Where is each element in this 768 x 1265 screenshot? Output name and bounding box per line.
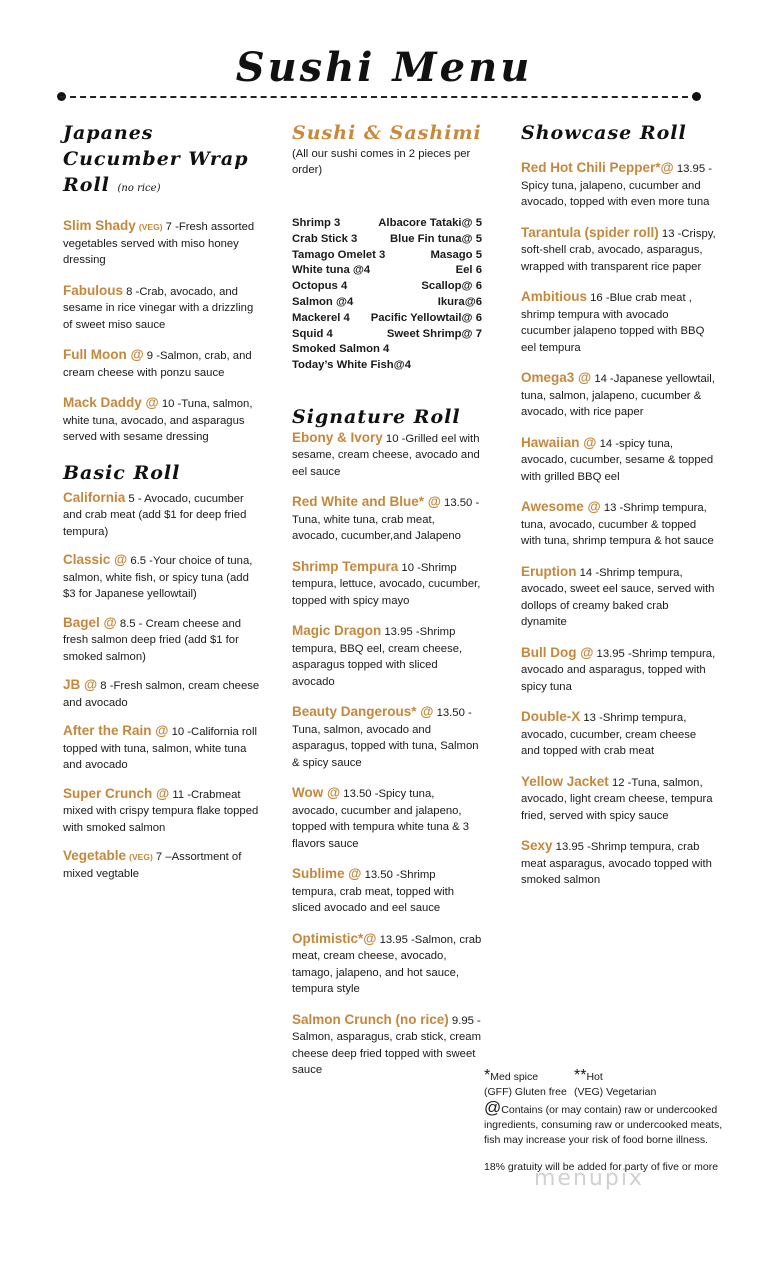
item-name: Optimistic*@ <box>292 930 377 946</box>
sashimi-item: Masago 5 <box>430 248 482 261</box>
gluten-free-label: (GFF) Gluten free <box>484 1086 567 1098</box>
item-name: Tarantula (spider roll) <box>521 224 659 240</box>
sashimi-item: Mackerel 4 <box>292 311 350 324</box>
item-name: JB @ <box>63 677 98 692</box>
column-right <box>521 120 716 903</box>
cucumber-items <box>63 218 263 446</box>
item-name: Omega3 @ <box>521 370 592 385</box>
item-description: 14 -Japanese yellowtail, tuna, salmon, jalapeno, cucumber & avocado, with rice paper <box>521 373 715 418</box>
item-description: 9 -Salmon, crab, and cream cheese with ponzu sauce <box>63 350 252 379</box>
sashimi-item: Tamago Omelet 3 <box>292 248 386 261</box>
menu-item <box>63 615 263 666</box>
menu-item <box>292 931 482 998</box>
item-description: 14 -spicy tuna, avocado, cucumber, sesame & topped with grilled BBQ eel <box>521 437 714 483</box>
item-description: 10 -Shrimp tempura, lettuce, avocado, cucumber, topped with spicy mayo <box>292 561 481 607</box>
sashimi-row <box>292 279 482 295</box>
menu-item <box>292 430 482 481</box>
menu-item <box>521 160 716 211</box>
menu-item <box>521 774 716 825</box>
menu-item <box>521 289 716 356</box>
menu-item <box>63 552 263 603</box>
sashimi-item: Shrimp 3 <box>292 217 341 229</box>
item-description: 13.50 -Tuna, salmon, avocado and asparagus, topped with tuna, Salmon & spicy sauce <box>292 707 479 769</box>
item-name: Ambitious <box>521 289 587 304</box>
menu-item <box>63 283 263 334</box>
item-description: 10 -Tuna, salmon, white tuna, avocado, and asparagus served with sesame dressing <box>63 398 253 443</box>
item-description: 13.50 -Shrimp tempura, crab meat, topped with sliced avocado and eel sauce <box>292 869 455 915</box>
item-description: 8 -Crab, avocado, and sesame in rice vinegar with a drizzling of sweet miso sauce <box>63 285 254 331</box>
item-name: Red White and Blue* @ <box>292 494 441 510</box>
item-description: 13 -Shrimp tempura, avocado, cucumber, cream cheese and topped with crab meat <box>521 712 697 757</box>
item-name: Classic @ <box>63 552 128 567</box>
sashimi-item: Scallop@ 6 <box>421 280 482 293</box>
item-name: Wow @ <box>292 785 341 801</box>
item-description: 8.5 - Cream cheese and fresh salmon deep fried (add $1 for smoked salmon) <box>63 617 242 663</box>
page-title: Sushi Menu <box>235 44 533 91</box>
sashimi-item: Ikura@6 <box>437 295 482 308</box>
menu-item <box>292 866 482 917</box>
item-description: 7 -Fresh assorted vegetables served with miso honey dressing <box>63 221 255 266</box>
at-symbol: @ <box>484 1098 502 1117</box>
legend-notes <box>484 1068 734 1175</box>
item-name: Sexy <box>521 838 553 853</box>
item-name: Shrimp Tempura <box>292 558 399 574</box>
menu-item <box>292 1012 482 1079</box>
sashimi-item: Today’s White Fish@4 <box>292 359 411 372</box>
item-tag: (VEG) <box>138 222 163 232</box>
gratuity-note: 18% gratuity will be added for party of five or more <box>484 1161 719 1173</box>
raw-warning-text: Contains (or may contain) raw or undercooked ingredients, consuming raw or undercooked meats, fish may increase your risk of food borne illness. <box>484 1104 723 1146</box>
sashimi-item: Salmon @4 <box>292 295 354 308</box>
item-description: 13 -Shrimp tempura, tuna, avocado, cucumber & topped with tuna, shrimp tempura & hot sauce <box>521 502 714 547</box>
menu-item <box>63 395 263 446</box>
menu-item <box>63 490 263 541</box>
divider-dot-right <box>692 92 701 101</box>
menu-item <box>292 785 482 852</box>
item-name: Awesome @ <box>521 499 601 514</box>
item-description: 13.50 -Spicy tuna, avocado, cucumber and jalapeno, topped with tempura white tuna & 3 flavors sauce <box>292 788 470 850</box>
med-spice-label: Med spice <box>490 1071 539 1083</box>
signature-heading: Signature Roll <box>292 405 461 428</box>
menu-item <box>63 347 263 381</box>
menu-item <box>63 677 263 711</box>
item-name: Sublime @ <box>292 866 362 882</box>
sashimi-item: Crab Stick 3 <box>292 232 358 245</box>
item-description: 7 –Assortment of mixed vegtable <box>63 851 242 880</box>
item-description: 8 -Fresh salmon, cream cheese and avocado <box>63 680 260 709</box>
item-name: Bull Dog @ <box>521 644 594 660</box>
sashimi-row <box>292 358 482 374</box>
item-description: 13.50 -Tuna, white tuna, crab meat, avocado, cucumber,and Jalapeno <box>292 497 480 543</box>
sashimi-row <box>292 327 482 343</box>
item-name: Salmon Crunch (no rice) <box>292 1011 449 1027</box>
sashimi-row <box>292 263 482 279</box>
sashimi-item: Blue Fin tuna@ 5 <box>390 232 482 245</box>
vegetarian-label: (VEG) Vegetarian <box>574 1086 657 1098</box>
item-name: Bagel @ <box>63 614 117 630</box>
sashimi-item: Squid 4 <box>292 327 333 340</box>
item-description: 13.95 -Shrimp tempura, avocado and asparagus, topped with spicy tuna <box>521 647 716 693</box>
item-description: 13.95 -Shrimp tempura, crab meat asparagus, avocado topped with smoked salmon <box>521 841 712 886</box>
basic-items <box>63 490 263 883</box>
double-asterisk-symbol: ** <box>574 1067 587 1084</box>
menu-item <box>521 838 716 889</box>
item-name: Beauty Dangerous* @ <box>292 704 434 720</box>
no-rice-note: (no rice) <box>117 183 161 194</box>
menu-item <box>521 709 716 760</box>
menu-item <box>292 494 482 545</box>
item-description: 12 -Tuna, salmon, avocado, light cream cheese, tempura fried, served with spicy sauce <box>521 776 713 822</box>
item-name: Eruption <box>521 563 577 579</box>
sashimi-row <box>292 216 482 232</box>
item-name: Vegetable <box>63 848 127 863</box>
med-spice-legend <box>484 1068 574 1085</box>
item-tag: (VEG) <box>129 852 153 862</box>
item-description: 10 -California roll topped with tuna, salmon, white tuna and avocado <box>63 726 257 771</box>
watermark: menupix <box>534 1166 644 1191</box>
signature-items <box>292 430 482 1079</box>
sashimi-item: Sweet Shrimp@ 7 <box>386 327 482 340</box>
menu-item <box>292 704 482 771</box>
menu-item <box>521 370 716 421</box>
item-name: Super Crunch @ <box>63 785 170 801</box>
menu-item <box>292 623 482 690</box>
item-description: 10 -Grilled eel with sesame, cream cheese, avocado and eel sauce <box>292 432 480 478</box>
menu-item <box>521 645 716 696</box>
sashimi-item: White tuna @4 <box>292 264 371 277</box>
hot-label: Hot <box>586 1071 603 1083</box>
item-name: Magic Dragon <box>292 623 382 639</box>
menu-item <box>63 786 263 837</box>
menu-item <box>521 225 716 276</box>
item-name: Fabulous <box>63 282 123 298</box>
item-name: Ebony & Ivory <box>292 429 383 445</box>
item-description: 13.95 -Spicy tuna, jalapeno, cucumber and avocado, topped with even more tuna <box>521 163 712 208</box>
sashimi-list <box>292 216 482 374</box>
sashimi-row <box>292 295 482 311</box>
menu-item <box>63 723 263 774</box>
sashimi-heading: Sushi & Sashimi <box>292 122 482 144</box>
sashimi-row <box>292 311 482 327</box>
item-name: Hawaiian @ <box>521 434 597 450</box>
item-description: 11 -Crabmeat mixed with crispy tempura flake topped with smoked salmon <box>63 788 259 834</box>
item-name: Red Hot Chili Pepper*@ <box>521 160 674 175</box>
sashimi-item: Eel 6 <box>455 264 482 277</box>
asterisk-symbol: * <box>484 1067 491 1084</box>
column-left <box>63 120 263 894</box>
item-name: Double-X <box>521 709 581 724</box>
item-name: California <box>63 489 126 505</box>
menu-item <box>521 499 716 550</box>
raw-warning <box>484 1100 734 1148</box>
title-divider <box>60 96 698 98</box>
showcase-heading: Showcase Roll <box>521 122 687 144</box>
item-name: Full Moon @ <box>63 347 144 362</box>
item-name: Yellow Jacket <box>521 773 609 789</box>
item-description: 13 -Crispy, soft-shell crab, avocado, asparagus, wrapped with transparent rice paper <box>521 227 716 273</box>
menu-item <box>63 218 263 269</box>
menu-item <box>63 848 263 882</box>
item-name: Slim Shady <box>63 218 136 233</box>
column-middle <box>292 120 482 1093</box>
sashimi-row <box>292 232 482 248</box>
basic-heading: Basic Roll <box>63 461 181 484</box>
sashimi-item: Albacore Tataki@ 5 <box>378 217 482 229</box>
item-description: 6.5 -Your choice of tuna, salmon, white fish, or spicy tuna (add $3 for Japanese yellowtail) <box>63 555 253 600</box>
item-description: 13.95 -Salmon, crab meat, cream cheese, avocado, tamago, jalapeno, and hot sauce, tempura style <box>292 933 482 996</box>
item-description: 14 -Shrimp tempura, avocado, sweet eel sauce, served with dollops of creamy baked crab dynamite <box>521 566 715 628</box>
menu-item <box>521 435 716 486</box>
spice-legend <box>484 1068 734 1085</box>
hot-legend <box>574 1068 603 1085</box>
sashimi-item: Octopus 4 <box>292 280 348 293</box>
cucumber-heading-text: Japanes Cucumber Wrap Roll <box>63 122 249 196</box>
menu-item <box>292 559 482 610</box>
cucumber-heading <box>63 120 263 202</box>
sashimi-row <box>292 248 482 264</box>
sashimi-item: Smoked Salmon 4 <box>292 343 390 356</box>
sashimi-subtitle: (All our sushi comes in 2 pieces per order) <box>292 148 471 176</box>
sashimi-row <box>292 342 482 358</box>
item-description: 5 - Avocado, cucumber and crab meat (add $1 for deep fried tempura) <box>63 492 247 538</box>
sashimi-item: Pacific Yellowtail@ 6 <box>370 311 482 324</box>
item-name: After the Rain @ <box>63 723 169 738</box>
menu-item <box>521 564 716 631</box>
showcase-items <box>521 160 716 889</box>
item-name: Mack Daddy @ <box>63 395 159 410</box>
item-description: 13.95 -Shrimp tempura, BBQ eel, cream cheese, asparagus topped with sliced avocado <box>292 626 463 688</box>
item-description: 16 -Blue crab meat , shrimp tempura with avocado cucumber jalapeno topped with BBQ eel tempura <box>521 292 705 354</box>
item-description: 9.95 -Salmon, asparagus, crab stick, cream cheese deep fried topped with sweet sauce <box>292 1014 481 1077</box>
diet-legend <box>484 1085 734 1100</box>
